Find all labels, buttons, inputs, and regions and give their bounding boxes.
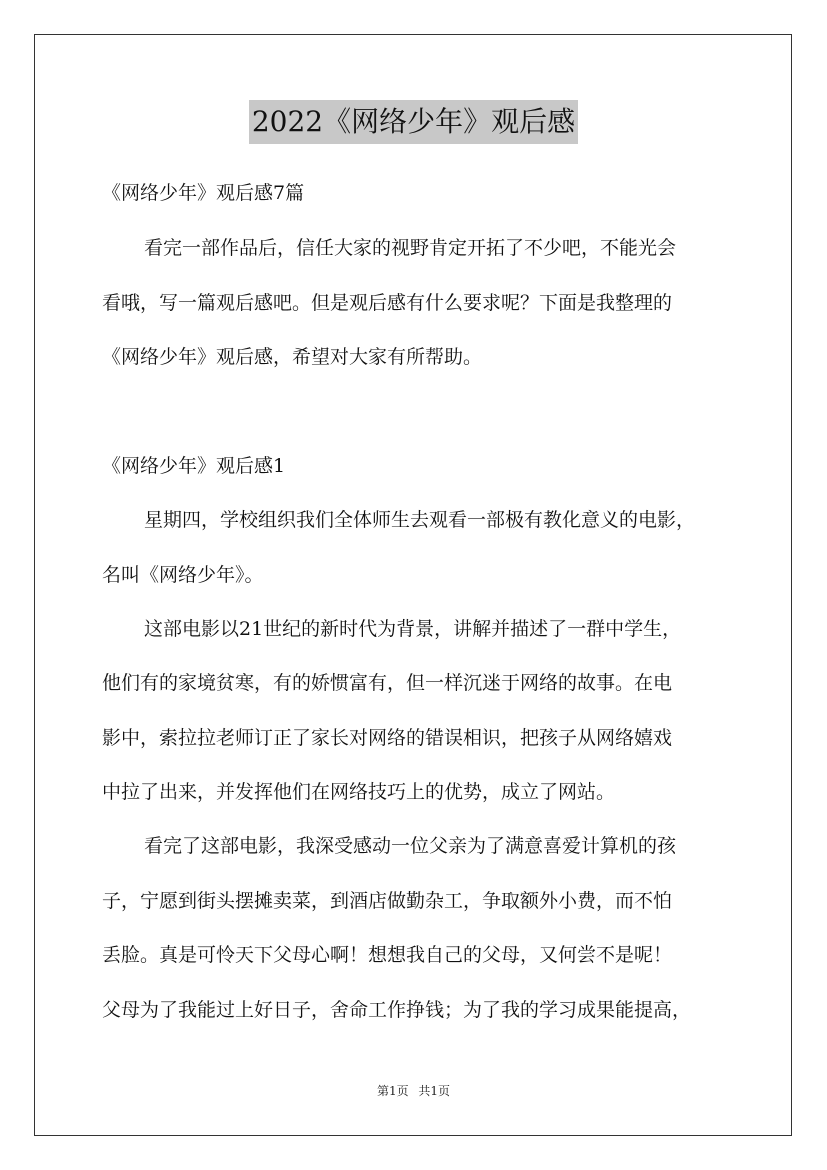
intro-line: 看哦，写一篇观后感吧。但是观后感有什么要求呢？下面是我整理的 — [102, 292, 673, 314]
paragraph-line: 这部电影以21世纪的新时代为背景，讲解并描述了一群中学生， — [144, 618, 682, 640]
document-title: 2022《网络少年》观后感 — [249, 100, 578, 144]
page-footer — [0, 1083, 827, 1099]
intro-line: 看完一部作品后，信任大家的视野肯定开拓了不少吧，不能光会 — [144, 237, 677, 259]
intro-line: 《网络少年》观后感，希望对大家有所帮助。 — [102, 346, 483, 368]
paragraph-line: 父母为了我能过上好日子，舍命工作挣钱；为了我的学习成果能提高， — [102, 999, 692, 1021]
paragraph-line: 他们有的家境贫寒，有的娇惯富有，但一样沉迷于网络的故事。在电 — [102, 672, 673, 694]
paragraph-line: 星期四，学校组织我们全体师生去观看一部极有教化意义的电影， — [144, 509, 696, 531]
page-total: 共1页 — [418, 1084, 451, 1098]
section-heading: 《网络少年》观后感1 — [102, 455, 286, 477]
title-container — [0, 100, 827, 144]
page-number: 第1页 — [376, 1084, 409, 1098]
paragraph-line: 中拉了出来，并发挥他们在网络技巧上的优势，成立了网站。 — [102, 781, 616, 803]
paragraph-line: 名叫《网络少年》。 — [102, 564, 264, 586]
document-subtitle: 《网络少年》观后感7篇 — [102, 182, 305, 204]
paragraph-line: 丢脸。真是可怜天下父母心啊！想想我自己的父母，又何尝不是呢！ — [102, 944, 673, 966]
paragraph-line: 影中，索拉拉老师订正了家长对网络的错误相识，把孩子从网络嬉戏 — [102, 727, 673, 749]
paragraph-line: 看完了这部电影，我深受感动一位父亲为了满意喜爱计算机的孩 — [144, 835, 677, 857]
paragraph-line: 子，宁愿到街头摆摊卖菜，到酒店做勤杂工，争取额外小费，而不怕 — [102, 890, 673, 912]
